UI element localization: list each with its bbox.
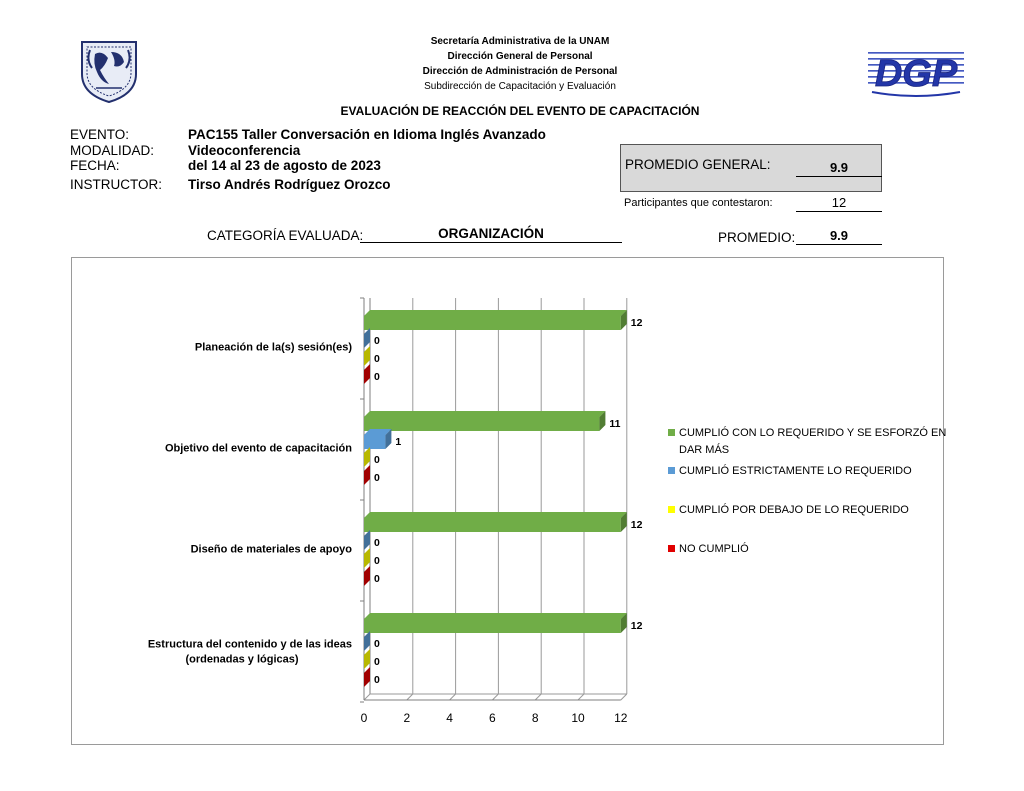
header-line-3: Dirección de Administración de Personal bbox=[422, 66, 618, 77]
promedio-label: PROMEDIO: bbox=[718, 230, 796, 245]
data-label: 1 bbox=[395, 436, 402, 448]
data-label: 0 bbox=[374, 454, 380, 466]
modalidad-label: MODALIDAD: bbox=[70, 143, 155, 158]
legend-label-line: CUMPLIÓ ESTRICTAMENTE LO REQUERIDO bbox=[679, 465, 912, 477]
promedio-general-label: PROMEDIO GENERAL: bbox=[625, 157, 771, 172]
data-label: 0 bbox=[374, 555, 380, 567]
bar-side-face bbox=[364, 364, 370, 384]
data-label: 12 bbox=[630, 317, 643, 329]
data-label: 0 bbox=[374, 674, 380, 686]
bar-side-face bbox=[364, 346, 370, 366]
categoria-label: CATEGORÍA EVALUADA: bbox=[207, 228, 364, 243]
x-tick-label: 0 bbox=[360, 711, 368, 725]
data-label: 0 bbox=[374, 656, 380, 668]
category-label-line: Diseño de materiales de apoyo bbox=[190, 543, 352, 556]
legend-label-line: CUMPLIÓ CON LO REQUERIDO Y SE ESFORZÓ EN bbox=[679, 427, 947, 439]
legend-label-line: DAR MÁS bbox=[679, 444, 730, 456]
category-label bbox=[195, 342, 352, 354]
bar-side-face bbox=[364, 548, 370, 568]
category-label-line: Objetivo del evento de capacitación bbox=[164, 442, 352, 455]
header-line-4: Subdirección de Capacitación y Evaluación bbox=[424, 81, 616, 92]
legend-label bbox=[679, 464, 912, 477]
bar bbox=[364, 316, 621, 330]
legend-label bbox=[679, 542, 749, 555]
data-label: 0 bbox=[374, 573, 380, 585]
x-tick-label: 4 bbox=[446, 711, 453, 725]
legend-label bbox=[679, 426, 946, 456]
data-label: 0 bbox=[374, 371, 380, 383]
category-label-line: Estructura del contenido y de las ideas bbox=[147, 638, 352, 651]
x-tick-label: 12 bbox=[614, 711, 628, 725]
bar-side-face bbox=[364, 447, 370, 467]
bar bbox=[364, 619, 621, 633]
instructor-value: Tirso Andrés Rodríguez Orozco bbox=[188, 177, 391, 192]
grid-floor-line bbox=[450, 694, 456, 700]
bar-side-face bbox=[364, 649, 370, 669]
data-label: 0 bbox=[374, 537, 380, 549]
legend-swatch bbox=[668, 545, 675, 552]
evento-label: EVENTO: bbox=[70, 127, 130, 142]
instructor-label: INSTRUCTOR: bbox=[70, 177, 163, 192]
legend-label-line: CUMPLIÓ POR DEBAJO DE LO REQUERIDO bbox=[679, 504, 909, 516]
grid-floor-line bbox=[621, 694, 627, 700]
category-label bbox=[148, 639, 352, 666]
bar-side-face bbox=[364, 530, 370, 550]
data-label: 0 bbox=[374, 472, 380, 484]
category-label-line: (ordenadas y lógicas) bbox=[185, 653, 299, 666]
categoria-value: ORGANIZACIÓN bbox=[360, 226, 622, 243]
bar bbox=[364, 435, 385, 449]
category-label bbox=[191, 544, 353, 556]
category-label bbox=[165, 443, 352, 455]
promedio-general-value: 9.9 bbox=[796, 160, 882, 177]
category-label-line: Planeación de la(s) sesión(es) bbox=[194, 341, 352, 354]
x-tick-label: 8 bbox=[531, 711, 539, 725]
bar-side-face bbox=[364, 667, 370, 687]
header-line-2: Dirección General de Personal bbox=[447, 51, 593, 62]
data-label: 12 bbox=[630, 519, 643, 531]
bar-top-face bbox=[364, 411, 605, 417]
bar-side-face bbox=[364, 631, 370, 651]
bar-side-face bbox=[364, 328, 370, 348]
legend-swatch bbox=[668, 467, 675, 474]
grid-floor-line bbox=[407, 694, 413, 700]
bar-top-face bbox=[364, 512, 627, 518]
fecha-value: del 14 al 23 de agosto de 2023 bbox=[188, 158, 381, 173]
bar bbox=[364, 518, 621, 532]
header-line-1: Secretaría Administrativa de la UNAM bbox=[430, 36, 610, 47]
bar-top-face bbox=[364, 310, 627, 316]
grid-floor-line bbox=[492, 694, 498, 700]
participantes-label: Participantes que contestaron: bbox=[624, 197, 773, 209]
fecha-label: FECHA: bbox=[70, 158, 120, 173]
legend-swatch bbox=[668, 506, 675, 513]
legend-label-line: NO CUMPLIÓ bbox=[679, 543, 749, 555]
grid-floor-line bbox=[535, 694, 541, 700]
evento-value: PAC155 Taller Conversación en Idioma Inglés Avanzado bbox=[188, 127, 546, 142]
x-tick-label: 10 bbox=[571, 711, 585, 725]
dgp-logo-text: DGP bbox=[874, 53, 958, 95]
promedio-value: 9.9 bbox=[796, 228, 882, 245]
bar-top-face bbox=[364, 613, 627, 619]
participantes-value: 12 bbox=[796, 195, 882, 212]
x-tick-label: 6 bbox=[489, 711, 496, 725]
bar bbox=[364, 417, 599, 431]
grid-floor-line bbox=[364, 694, 370, 700]
data-label: 0 bbox=[374, 335, 380, 347]
bar-side-face bbox=[364, 566, 370, 586]
data-label: 0 bbox=[374, 353, 380, 365]
grid-floor-line bbox=[578, 694, 584, 700]
legend-label bbox=[679, 503, 909, 516]
data-label: 11 bbox=[609, 418, 621, 430]
data-label: 0 bbox=[374, 638, 380, 650]
bar-side-face bbox=[364, 465, 370, 485]
legend-swatch bbox=[668, 429, 675, 436]
x-tick-label: 2 bbox=[403, 711, 411, 725]
report-title: EVALUACIÓN DE REACCIÓN DEL EVENTO DE CAPACITACIÓN bbox=[340, 104, 700, 118]
data-label: 12 bbox=[630, 620, 643, 632]
modalidad-value: Videoconferencia bbox=[188, 143, 301, 158]
